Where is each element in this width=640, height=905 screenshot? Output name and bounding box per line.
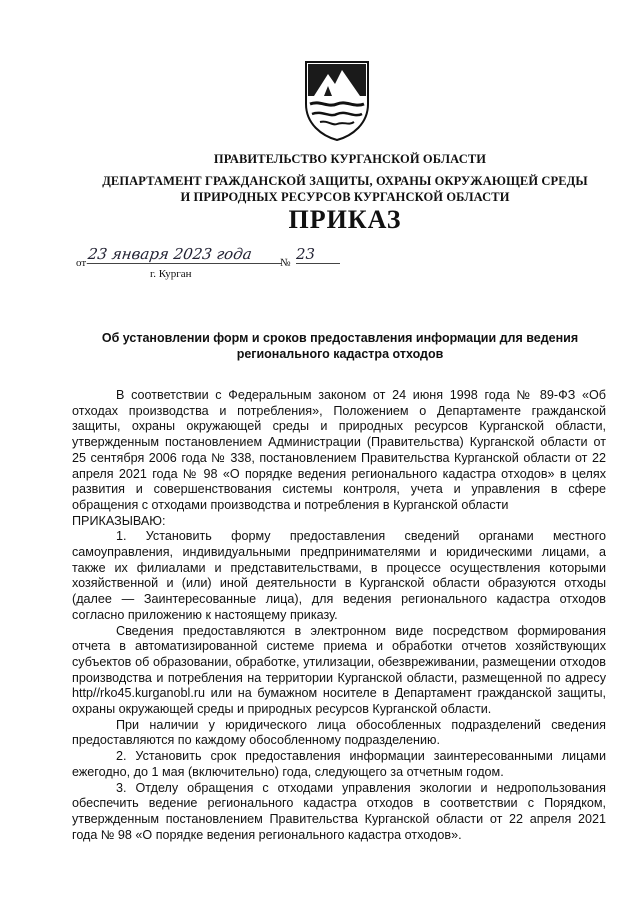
- document-body: [72, 388, 606, 843]
- paragraph: 3. Отделу обращения с отходами управления экологии и недропользования обеспечить ведение регионального кадастра отходов в соответствии с Порядком, утвержденным постановлением Правительства Курганской области от 22 апреля 2021 года № 98 «О порядке ведения регионального кадастра отходов».: [72, 780, 606, 842]
- city-label: г. Курган: [150, 268, 192, 280]
- paragraph: 2. Установить срок предоставления информации заинтересованными лицами ежегодно, до 1 мая (включительно) года, следующего за отчетным годом.: [72, 749, 606, 779]
- paragraph: При наличии у юридического лица обособленных подразделений сведения предоставляются по каждому обособленному подразделению.: [72, 717, 606, 748]
- paragraph: Сведения предоставляются в электронном виде посредством формирования отчета в автоматизированной системе приема и обработки отчетов хозяйствующих субъектов об образовании, обработке, утилизации, обезвреживании, размещении отходов производства и потребления на территории Курганской области, размещенной по адресу http//rko45.kurganobl.ru или на бумажном носителе в Департамент гражданской защиты, охраны окружающей среды и природных ресурсов Курганской области.: [72, 623, 606, 717]
- order-keyword: ПРИКАЗЫВАЮ:: [72, 513, 166, 528]
- number-prefix: №: [280, 257, 291, 269]
- paragraph: В соответствии с Федеральным законом от 24 июня 1998 года № 89-ФЗ «Об отходах производства и потребления», Положением о Департаменте гражданской защиты, охраны окружающей среды и природных ресурсов Курганской области, утвержденным постановлением Администрации (Правительства) Курганской области от 25 сентября 2006 года № 338, постановлением Правительства Курганской области от 22 апреля 2021 года № 98 «О порядке ведения регионального кадастра отходов» в целях развития и совершенствования системы контроля, учета и управления в сфере обращения с отходами производства и потребления в Курганской области: [72, 388, 606, 512]
- document-type-heading: ПРИКАЗ: [288, 205, 402, 234]
- paragraph: 1. Установить форму предоставления сведений органами местного самоуправления, индивидуальными предпринимателями и юридическими лицами, а также их филиалами и представительствами, в процессе осуществления которыми хозяйственной и (или) иной деятельности в Курганской области образуются отходы (далее — Заинтересованные лица), для ведения регионального кадастра отходов согласно приложению к настоящему приказу.: [72, 529, 606, 622]
- coat-of-arms-emblem: [302, 58, 372, 142]
- handwritten-date: 23 января 2023 года: [87, 245, 285, 264]
- document-title: Об установлении форм и сроков предоставления информации для ведения регионального кадастра отходов: [101, 331, 579, 361]
- department-name: ДЕПАРТАМЕНТ ГРАЖДАНСКОЙ ЗАЩИТЫ, ОХРАНЫ ОКРУЖАЮЩЕЙ СРЕДЫ И ПРИРОДНЫХ РЕСУРСОВ КУРГАНСКОЙ ОБЛАСТИ: [102, 174, 588, 204]
- date-prefix: от: [76, 257, 87, 269]
- handwritten-number: 23: [296, 245, 340, 264]
- organization-name: ПРАВИТЕЛЬСТВО КУРГАНСКОЙ ОБЛАСТИ: [213, 152, 487, 166]
